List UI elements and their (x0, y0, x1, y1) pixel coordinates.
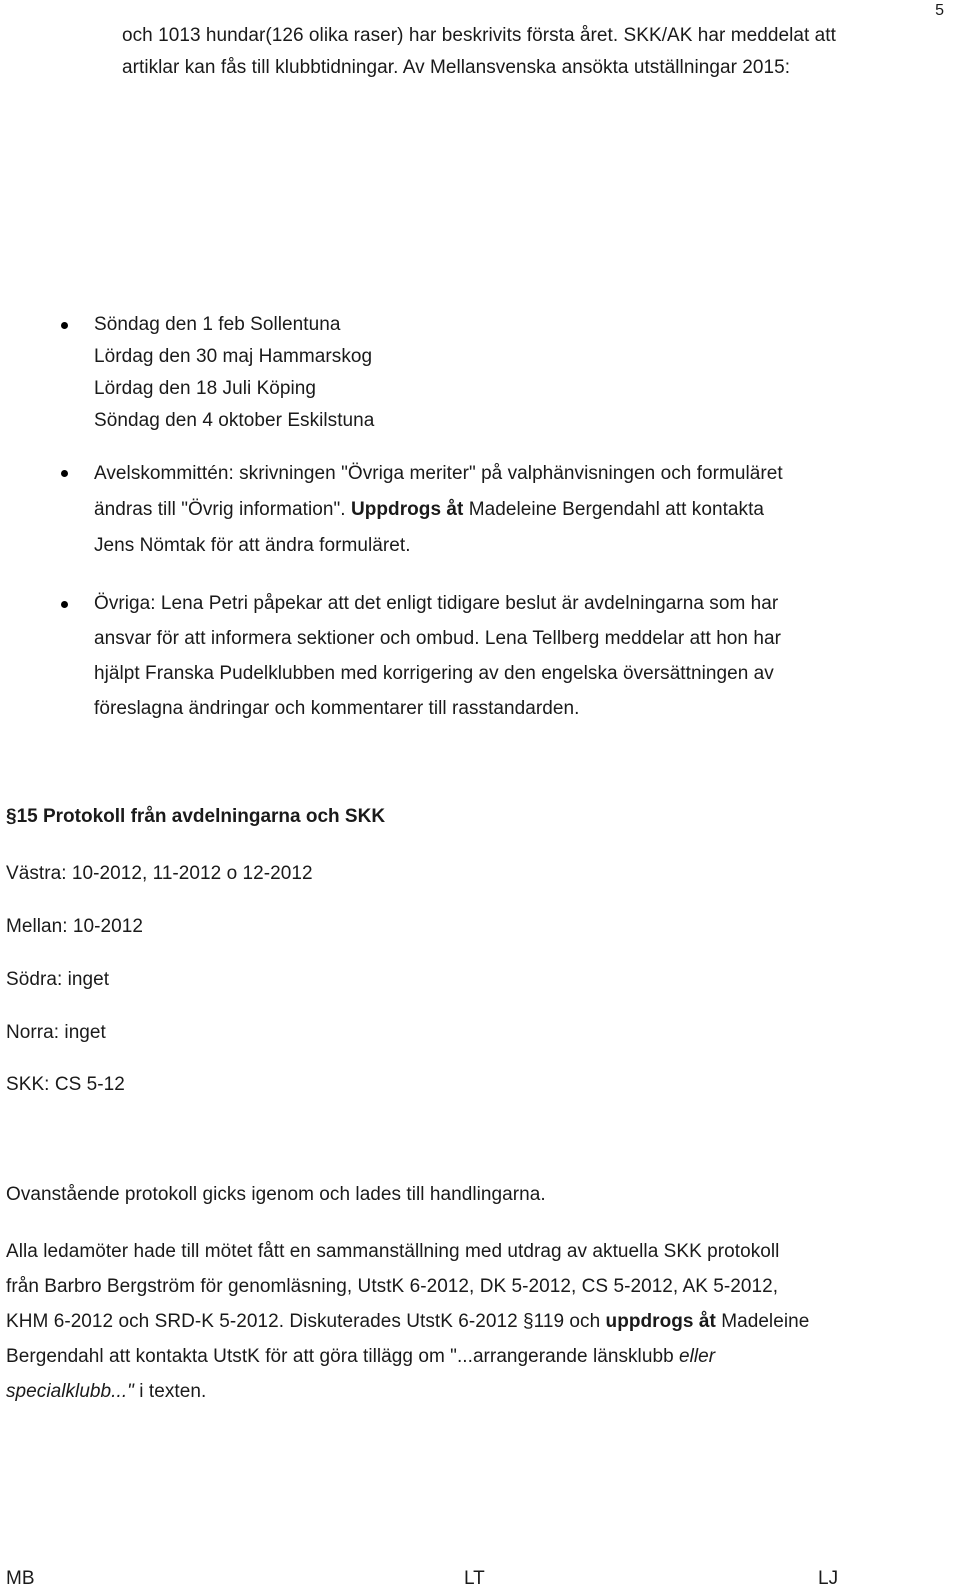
paragraph-line-5 (6, 1380, 206, 1404)
paragraph-line-5-post: i texten. (133, 1381, 207, 1402)
show-item-4: Söndag den 4 oktober Eskilstuna (94, 410, 375, 431)
paragraph-line-3-post: Madeleine (715, 1311, 810, 1332)
paragraph-line-3-pre: KHM 6-2012 och SRD-K 5-2012. Diskuterades UtstK 6-2012 §119 och (6, 1311, 606, 1332)
show-item-3: Lördag den 18 Juli Köping (94, 378, 317, 399)
show-item-1: Söndag den 1 feb Sollentuna (94, 314, 341, 335)
intro-line-2: artiklar kan fås till klubbtidningar. Av Mellansvenska ansökta utställningar 2015: (122, 57, 791, 78)
intro-line-1: och 1013 hundar(126 olika raser) har beskrivits första året. SKK/AK har meddelat att (122, 25, 836, 46)
avel-line-1: Avelskommittén: skrivningen "Övriga meriter" på valphänvisningen och formuläret (94, 463, 783, 484)
show-item-2: Lördag den 30 maj Hammarskog (94, 346, 373, 367)
avel-line-2-post: Madeleine Bergendahl att kontakta (463, 499, 765, 520)
paragraph-line-3-bold: uppdrogs åt (605, 1311, 716, 1332)
bullet-icon (61, 601, 68, 608)
ovanstaende-line: Ovanstående protokoll gicks igenom och lades till handlingarna. (6, 1184, 546, 1205)
bullet-icon (61, 470, 68, 477)
avel-line-3: Jens Nömtak för att ändra formuläret. (94, 535, 411, 556)
paragraph-line-2: från Barbro Bergström för genomläsning, UtstK 6-2012, DK 5-2012, CS 5-2012, AK 5-2012, (6, 1276, 779, 1297)
sodra-line: Södra: inget (6, 969, 110, 990)
ovriga-line-2: ansvar för att informera sektioner och ombud. Lena Tellberg meddelar att hon har (94, 628, 781, 649)
norra-line: Norra: inget (6, 1022, 106, 1043)
mellan-line: Mellan: 10-2012 (6, 916, 144, 937)
avel-line-2 (94, 498, 764, 522)
bullet-icon (61, 322, 68, 329)
paragraph-line-3 (6, 1310, 809, 1334)
ovriga-line-1: Övriga: Lena Petri påpekar att det enligt tidigare beslut är avdelningarna som har (94, 593, 779, 614)
paragraph-line-4 (6, 1345, 715, 1369)
footer-initials-right: LJ (818, 1568, 839, 1589)
paragraph-line-5-italic: specialklubb..." (6, 1381, 134, 1402)
avel-line-2-pre: ändras till "Övrig information". (94, 499, 351, 520)
vastra-line: Västra: 10-2012, 11-2012 o 12-2012 (6, 863, 313, 884)
ovriga-line-3: hjälpt Franska Pudelklubben med korrigering av den engelska översättningen av (94, 663, 774, 684)
section-heading: §15 Protokoll från avdelningarna och SKK (6, 806, 386, 827)
page-number: 5 (935, 2, 944, 19)
paragraph-line-1: Alla ledamöter hade till mötet fått en sammanställning med utdrag av aktuella SKK protokoll (6, 1241, 780, 1262)
paragraph-line-4-italic: eller (679, 1346, 716, 1367)
ovriga-line-4: föreslagna ändringar och kommentarer till rasstandarden. (94, 698, 580, 719)
footer-initials-center: LT (464, 1568, 485, 1589)
paragraph-line-4-pre: Bergendahl att kontakta UtstK för att göra tillägg om "...arrangerande länsklubb (6, 1346, 680, 1367)
avel-line-2-bold: Uppdrogs åt (350, 499, 464, 520)
footer-initials-left: MB (6, 1568, 35, 1589)
skk-line: SKK: CS 5-12 (6, 1074, 125, 1095)
